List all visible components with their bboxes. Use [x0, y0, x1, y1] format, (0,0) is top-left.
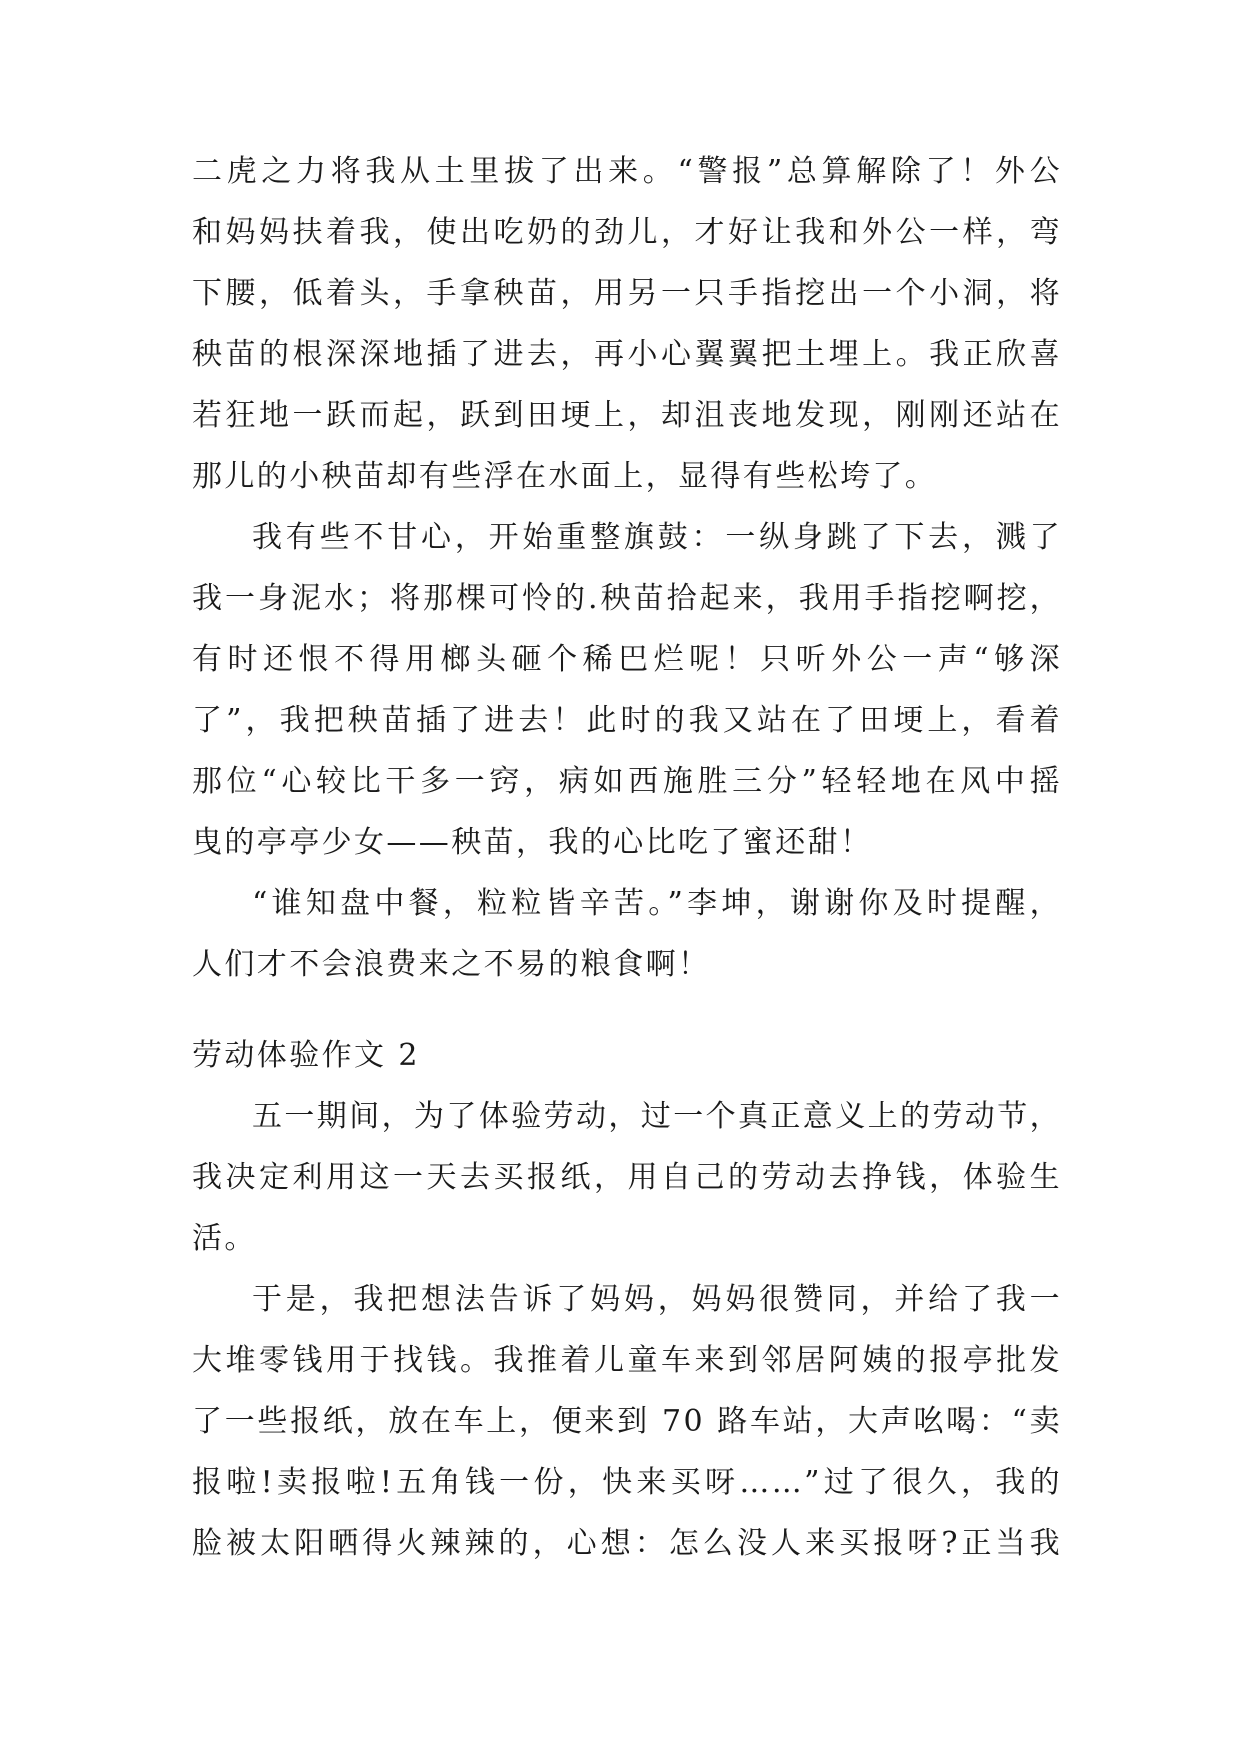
text-line: 我决定利用这一天去买报纸，用自己的劳动去挣钱，体验生 — [192, 1160, 1062, 1195]
essay-2 — [192, 1025, 1062, 1574]
text-line: 曳的亭亭少女——秧苗，我的心比吃了蜜还甜！ — [192, 825, 873, 860]
text-line: 五一期间，为了体验劳动，过一个真正意义上的劳动节， — [252, 1099, 1062, 1134]
text-line: 了一些报纸，放在车上，便来到 70 路车站，大声吆喝：“卖 — [192, 1404, 1062, 1439]
text-line: 若狂地一跃而起，跃到田埂上，却沮丧地发现，刚刚还站在 — [192, 398, 1062, 433]
paragraph-1 — [192, 1086, 1062, 1269]
paragraph-1 — [192, 141, 1062, 507]
paragraph-2 — [192, 507, 1062, 873]
text-line: 脸被太阳晒得火辣辣的，心想：怎么没人来买报呀?正当我 — [192, 1526, 1062, 1561]
text-line: 下腰，低着头，手拿秧苗，用另一只手指挖出一个小洞，将 — [192, 276, 1062, 311]
text-line: 那位“心较比干多一窍，病如西施胜三分”轻轻地在风中摇 — [192, 764, 1062, 799]
text-line: 报啦!卖报啦!五角钱一份，快来买呀……”过了很久，我的 — [192, 1465, 1062, 1500]
text-line: 于是，我把想法告诉了妈妈，妈妈很赞同，并给了我一 — [252, 1282, 1062, 1317]
paragraph-3 — [192, 873, 1062, 995]
text-line: 有时还恨不得用榔头砸个稀巴烂呢！只听外公一声“够深 — [192, 642, 1062, 677]
text-line: 秧苗的根深深地插了进去，再小心翼翼把土埋上。我正欣喜 — [192, 337, 1062, 372]
text-line: 我一身泥水；将那棵可怜的.秧苗拾起来，我用手指挖啊挖， — [192, 581, 1062, 616]
text-line: “谁知盘中餐，粒粒皆辛苦。”李坤，谢谢你及时提醒， — [252, 886, 1062, 921]
text-line: 二虎之力将我从土里拔了出来。“警报”总算解除了！外公 — [192, 154, 1062, 189]
text-line: 大堆零钱用于找钱。我推着儿童车来到邻居阿姨的报亭批发 — [192, 1343, 1062, 1378]
essay-title: 劳动体验作文 2 — [192, 1038, 420, 1073]
text-line: 人们才不会浪费来之不易的粮食啊！ — [192, 947, 711, 982]
essay-1-continuation — [192, 141, 1062, 995]
text-line: 我有些不甘心，开始重整旗鼓：一纵身跳了下去，溅了 — [252, 520, 1062, 555]
text-line: 活。 — [192, 1221, 257, 1256]
text-line: 和妈妈扶着我，使出吃奶的劲儿，才好让我和外公一样，弯 — [192, 215, 1062, 250]
text-line: 了”，我把秧苗插了进去！此时的我又站在了田埂上，看着 — [192, 703, 1062, 738]
paragraph-2 — [192, 1269, 1062, 1574]
text-line: 那儿的小秧苗却有些浮在水面上，显得有些松垮了。 — [192, 459, 938, 494]
